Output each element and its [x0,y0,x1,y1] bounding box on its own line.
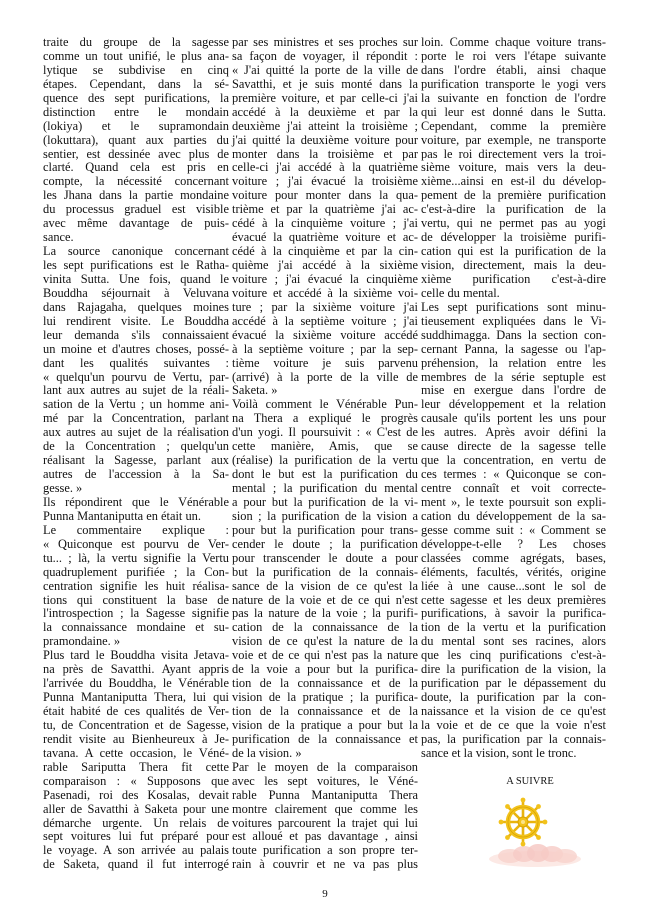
text-line: voiture ; j'ai évacué la cinquième [232,271,418,286]
text-line: cause directe de la sagesse telle [421,439,606,454]
text-line: du processus graduel est visible [43,202,229,217]
text-line: accédé à la deuxième et par la [232,104,418,119]
text-line: (réalise) la purification de la vertu [232,453,418,468]
text-line: centration signifie les huit réalisa- [43,578,229,593]
text-line: accédé à la septième voiture ; j'ai [232,313,418,328]
text-line: purification de la connaissance et [232,731,418,746]
text-line: porte le roi vers l'étape suivante [421,48,606,63]
text-line: d'un yogi. Il poursuivit : « C'est de [232,425,418,440]
text-line: rable Sariputta Thera fit cette [43,759,229,774]
text-line: de Saketa, quand il fut interrogé [43,857,229,872]
text-line: quence des sept purifications, la [43,90,229,105]
text-line: ces termes : « Quiconque se con- [421,467,606,482]
text-line: distinction entre le mondain [43,104,229,119]
text-column-right [421,36,606,761]
text-line: pas, la purification par la connais- [421,731,606,746]
text-line: réalisant la Sagesse, parlant aux [43,453,229,468]
text-line: loin. Comme chaque voiture trans- [421,35,606,49]
text-line: de développer la troisième purifi- [421,230,606,245]
text-line: la voie et de ce que la voie n'est [421,717,606,732]
text-line: comparaison : « Supposons que [43,773,229,788]
text-line: que les cinq purifications c'est-à- [421,648,606,663]
text-line: naissance et la vision de ce qu'est [421,704,606,718]
text-line: cation du développement de la sa- [421,508,606,523]
text-line: vision, directement, mais la deu- [421,258,606,272]
text-line: Les sept purifications sont minu- [421,299,606,314]
text-line: (lokiya) et le supramondain [43,118,229,133]
text-line: le voyage. A son arrivée au palais [43,843,229,858]
text-line: sion ; la purification de la vision a [232,508,418,523]
text-line: démarche urgente. Un relais de [43,815,229,830]
text-line: celle-ci j'ai accédé à la quatrième [232,160,418,175]
text-line: purification transporte le yogi vers [421,76,606,91]
text-line: sa façon de voyager, il répondit : [232,48,418,63]
text-line: évacué la sixième voiture accédé [232,327,418,342]
text-line: tion de la vertu et la purification [421,620,606,635]
text-line: rendit visite au Bienheureux à Je- [43,731,229,746]
text-line: tavana. A cette occasion, le Véné- [43,745,229,760]
text-line: évacué la quatrième voiture et ac- [232,230,418,245]
text-line: membres de la série septuple est [421,369,606,384]
text-line: que la concentration, en vertu de [421,453,606,468]
text-line: du mental sont ses racines, alors [421,634,606,649]
text-line: la connaissance mondaine et su- [43,620,229,635]
text-line: leur développement et la relation [421,397,606,412]
text-line: est alloué et pas davantage , ainsi [232,829,418,844]
text-line: Saketa. » [232,383,278,398]
text-line: La source canonique concernant [43,244,229,259]
text-line: « Quiconque est pourvu de Ver- [43,536,229,551]
text-line: cernant Panna, la sagesse ou l'ap- [421,341,606,356]
text-line: quadruplement purifiée ; la Con- [43,564,229,579]
text-line: nature de la voie et de ce qui n'est [232,592,418,607]
text-line: (lokuttara), quant aux parties du [43,132,229,147]
text-line: dant les qualités suivantes : [43,355,229,370]
text-line: étapes. Cependant, dans la sé- [43,76,229,91]
text-line: voiture pour monter dans la qua- [232,188,418,203]
text-line: vision de la pratique a pour but la [232,717,418,732]
text-line: sance et la vision, sont le tronc. [421,745,577,760]
text-line: première voiture, et par celle-ci j'ai [232,90,418,105]
text-line: un moine et d'autres choses, possé- [43,341,229,356]
text-line: doute, la purification par la con- [421,690,606,705]
text-line: développe-t-elle ? Les choses [421,536,606,551]
text-line: aux autres au sujet de la réalisation [43,425,229,440]
text-line: na près de Savatthi. Ayant appris [43,662,229,677]
text-line: avec même davantage de puis- [43,216,229,231]
text-line: avec les sept voitures, le Véné- [232,773,418,788]
text-line: pour transcender le doute a pour [232,550,418,565]
lotus-icon [489,844,581,867]
text-line: pement de la première purification [421,188,606,203]
text-line: l'arrivée du Bouddha, le Vénérable [43,676,229,691]
dharma-wheel-on-lotus-icon [480,795,590,875]
text-line: pramondaine. » [43,634,121,649]
text-line: Voilà comment le Vénérable Pun- [232,397,418,412]
text-line: liée à une cause...sont le sol de [421,578,606,593]
text-line: Le commentaire explique : [43,522,229,537]
text-line: centre connaît et voit correcte- [421,481,606,495]
text-line: compte, la nécessité concernant [43,174,229,189]
text-line: tion de la connaissance et de la [232,676,418,691]
text-line: mé par la Concentration, parlant [43,411,229,426]
text-line: autres de l'accession à la Sa- [43,467,229,482]
text-line: cation de la connaissance de la [232,620,418,635]
text-line: monter dans la troisième et par [232,146,418,161]
text-line: celle du mental. [421,285,500,300]
text-line: les autres. Après avoir défini la [421,425,606,440]
text-line: sentier, est dessinée avec plus de [43,146,229,161]
text-line: comme un tout unifié, le plus ana- [43,48,229,63]
text-line: rain à couvrir et ne va pas plus [232,857,418,872]
text-line: voiture ; j'ai évacué la troisième [232,174,418,189]
text-line: de la voie a pour but la purifica- [232,662,418,677]
text-line: voiture et accédé à la sixième voi- [232,285,418,300]
text-line: dans Rajagaha, quelques moines [43,299,229,314]
text-line: Cependant, comme la première [421,118,606,133]
text-line: gesse. » [43,481,83,495]
text-line: dont le but est la purification du [232,467,418,482]
text-line: j'ai quitté la deuxième voiture pour [232,132,418,147]
text-line: tième voiture je suis parvenu [232,355,418,370]
text-line: tu... ; là, la vertu signifie la Vertu [43,550,229,565]
text-line: voiture, par exemple, ne transporte [421,132,606,147]
text-line: ture ; par la sixième voiture j'ai [232,299,418,314]
text-line: cation qui est la purification de la [421,244,606,259]
text-line: aller de Savatthi à Saketa pour une [43,801,229,816]
text-line: vinita Sutta. Une fois, quand le [43,271,229,286]
to-be-continued-label: A SUIVRE [506,776,554,787]
text-line: Punna Mantaniputta en était un. [43,508,201,523]
text-line: purification par le dépassement du [421,676,606,691]
text-line: sance. [43,230,74,245]
text-line: l'introspection ; la Sagesse signifie [43,606,229,621]
text-line: cette manière, Amis, que se [232,439,418,454]
text-line: « quelqu'un pourvu de Vertu, par- [43,369,229,384]
text-line: Ils répondirent que le Vénérable [43,494,229,509]
text-line: éléments, facultés, vérités, origine [421,564,606,579]
text-line: lant aux autres au sujet de la réali- [43,383,229,398]
text-line: vision de la pratique ; la purifica- [232,690,418,705]
text-line: la suivante en fonction de l'ordre [421,90,606,105]
text-line: « J'ai quitté la porte de la ville de [232,62,418,77]
text-line: vertu, qui ne permet pas au yogi [421,216,606,231]
text-line: a pour but la purification de la vi- [232,494,418,509]
text-line: par ses ministres et ses proches sur [232,35,418,49]
text-line: gesse comme suit : « Comment se [421,522,606,537]
text-line: rable Punna Mantaniputta Thera [232,787,418,802]
text-line: Plus tard le Bouddha visita Jetava- [43,648,229,663]
text-line: xième purification c'est-à-dire [421,271,606,286]
text-line: cédé à la cinquième voiture ; j'ai [232,216,418,231]
text-line: tieusement expliquées dans le Vi- [421,313,606,328]
text-line: c'est-à-dire la purification de la [421,202,606,217]
text-line: quième j'ai accédé à la sixième [232,258,418,272]
text-line: les sept purifications est le Ratha- [43,258,229,272]
text-line: tu, de Concentration et de Sagesse, [43,717,229,732]
text-line: voie et de ce qui n'est pas la nature [232,648,418,663]
text-line: clarté. Quand cela est pris en [43,160,229,175]
text-line: traite du groupe de la sagesse [43,35,229,49]
text-line: sation de la Vertu ; un homme ani- [43,397,229,412]
text-line: (arrivé) à la porte de la ville de [232,369,418,384]
text-line: Savatthi, et je suis monté dans la [232,76,418,91]
text-line: dire la purification de la vision, la [421,662,606,677]
text-line: Par le moyen de la comparaison [232,759,418,774]
text-line: cender le doute ; la purification [232,536,418,551]
text-line: but la purification de la connais- [232,564,418,579]
text-line: voitures parcourent la trajet qui lui [232,815,418,830]
text-column-left [43,36,229,872]
text-line: à la septième voiture ; par la sep- [232,341,418,356]
text-line: purifications, à savoir la purifica- [421,606,606,621]
text-line: lui rendirent visite. Le Bouddha [43,313,229,328]
text-line: classées comme agrégats, bases, [421,550,606,565]
text-line: trième et par la quatrième j'ai ac- [232,202,418,217]
text-line: leur demanda s'ils connaissaient [43,327,229,342]
text-line: mental ; la purification du mental [232,481,418,495]
text-line: montre clairement que comme les [232,801,418,816]
text-line: causale qu'ils portent les uns pour [421,411,606,426]
text-column-middle [232,36,418,872]
text-line: Bouddha séjournait à Veluvana [43,285,229,300]
text-line: de la vision. » [232,745,302,760]
text-line: dans l'ordre établi, ainsi chaque [421,62,606,77]
text-line: tion de la connaissance et de la [232,704,418,718]
text-line: sance de la vision de ce qu'est la [232,578,418,593]
text-line: mise en exergue dans l'ordre de [421,383,606,398]
text-line: tions qui constituent la base de [43,592,229,607]
text-line: qui leur est donné dans le Sutta. [421,104,606,119]
text-line: lytique se subdivise en cinq [43,62,229,77]
text-line: était habité de ces qualités de Ver- [43,704,229,718]
page-number: 9 [322,888,328,900]
text-line: pas la nature de la voie ; la purifi- [232,606,418,621]
text-line: pour but la purification pour trans- [232,522,418,537]
text-line: Punna Mantaniputta Thera, lui qui [43,690,229,705]
text-line: cette sagesse et les deux premières [421,592,606,607]
text-line: sept voitures lui fut préparé pour [43,829,229,844]
text-line: les Jhana dans la partie mondaine [43,188,229,203]
text-line: suddhimagga. Dans la section con- [421,327,606,342]
text-line: Pasenadi, roi des Kosalas, devait [43,787,229,802]
text-line: deuxième j'ai atteint la troisième ; [232,118,418,133]
text-line: vision de ce qu'est la nature de la [232,634,418,649]
text-line: toute purification a son propre ter- [232,843,418,858]
text-line: na Thera a expliqué le progrès [232,411,418,426]
text-line: de la Concentration ; quelqu'un [43,439,229,454]
text-line: pas le roi directement vers la troi- [421,146,606,161]
text-line: ment », le texte poursuit son expli- [421,494,606,509]
text-line: xième...ainsi en est-il du dévelop- [421,174,606,189]
dharma-wheel-icon [499,798,548,847]
text-line: préhension, la relation entre les [421,355,606,370]
text-line: sième voiture, mais vers la deu- [421,160,606,175]
text-line: cédé à la cinquième et par la cin- [232,244,418,259]
